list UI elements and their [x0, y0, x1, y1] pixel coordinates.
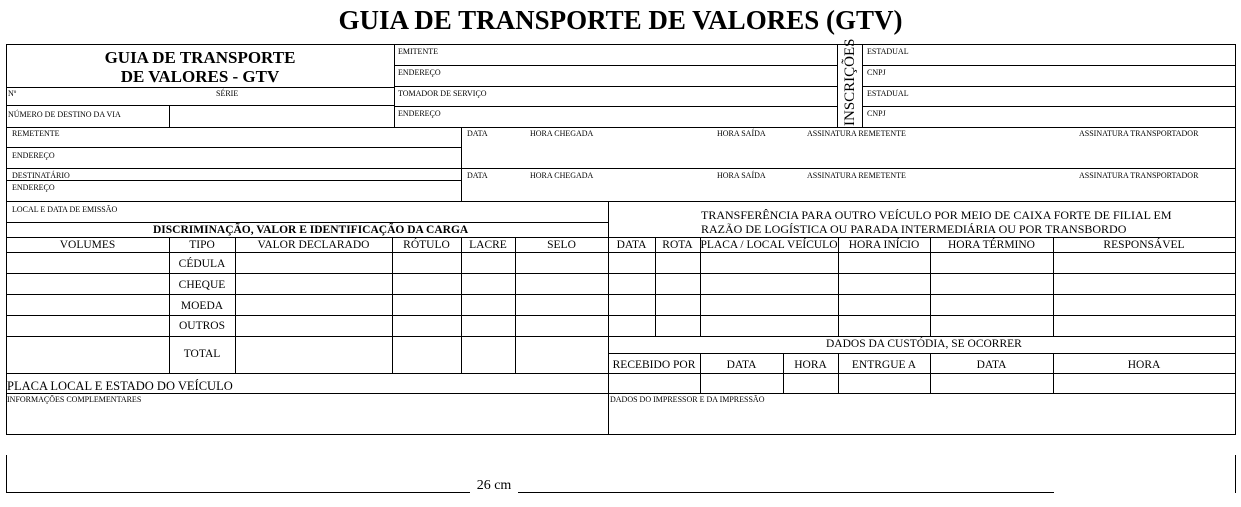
data2-field[interactable]: DATA [467, 171, 488, 180]
col-volumes: VOLUMES [59, 239, 116, 251]
cargo-section-title: DISCRIMINAÇÃO, VALOR E IDENTIFICAÇÃO DA CARGA [153, 224, 469, 236]
custody-title: DADOS DA CUSTÓDIA, SE OCORRER [826, 338, 1022, 350]
tipo-moeda: MOEDA [180, 300, 224, 312]
tipo-cheque: CHEQUE [178, 279, 226, 291]
numero-destino-field[interactable]: NÚMERO DE DESTINO DA VIA [8, 110, 121, 119]
endereco-destinatario-field[interactable]: ENDEREÇO [12, 183, 55, 192]
endereco-remetente-field[interactable]: ENDEREÇO [12, 151, 55, 160]
form-title-line2: DE VALORES - GTV [120, 67, 280, 86]
estadual2-field[interactable]: ESTADUAL [867, 89, 909, 98]
serie-field[interactable]: SÉRIE [216, 89, 239, 98]
hora-saida2-field[interactable]: HORA SAÍDA [717, 171, 766, 180]
estadual-field[interactable]: ESTADUAL [867, 47, 909, 56]
hora-saida-field[interactable]: HORA SAÍDA [717, 129, 766, 138]
destinatario-field[interactable]: DESTINATÁRIO [12, 171, 70, 180]
col-custody-hora: HORA [794, 359, 827, 371]
col-transfer-placa: PLACA / LOCAL VEÍCULO [700, 239, 838, 251]
tipo-total: TOTAL [183, 348, 221, 360]
data-field[interactable]: DATA [467, 129, 488, 138]
hora-chegada-field[interactable]: HORA CHEGADA [530, 129, 594, 138]
info-complementares-field[interactable]: INFORMAÇÕES COMPLEMENTARES [7, 395, 142, 404]
col-transfer-data: DATA [616, 239, 647, 251]
tipo-cedula: CÉDULA [178, 258, 226, 270]
col-transfer-hora-inicio: HORA INÍCIO [848, 239, 920, 251]
placa-veiculo-field[interactable]: PLACA LOCAL E ESTADO DO VEÍCULO [7, 379, 233, 393]
dados-impressor-field[interactable]: DADOS DO IMPRESSOR E DA IMPRESSÃO [610, 395, 765, 404]
remetente-field[interactable]: REMETENTE [12, 129, 60, 138]
tomador-field[interactable]: TOMADOR DE SERVIÇO [398, 89, 487, 98]
ruler [6, 455, 1236, 493]
hora-chegada2-field[interactable]: HORA CHEGADA [530, 171, 594, 180]
col-lacre: LACRE [469, 239, 507, 251]
col-custody-hora2: HORA [1127, 359, 1161, 371]
col-custody-entregue: ENTRGUE A [851, 359, 917, 371]
page-title: GUIA DE TRANSPORTE DE VALORES (GTV) [338, 5, 903, 35]
inscricoes-label: INSCRIÇÕES [842, 38, 858, 126]
col-selo: SELO [547, 239, 576, 251]
col-custody-data2: DATA [976, 359, 1007, 371]
local-data-emissao-field[interactable]: LOCAL E DATA DE EMISSÃO [12, 205, 118, 214]
assinatura-transportador-field[interactable]: ASSINATURA TRANSPORTADOR [1079, 129, 1199, 138]
assinatura-transportador2-field[interactable]: ASSINATURA TRANSPORTADOR [1079, 171, 1199, 180]
endereco-tomador-field[interactable]: ENDEREÇO [398, 109, 441, 118]
col-transfer-responsavel: RESPONSÁVEL [1103, 239, 1185, 251]
col-transfer-rota: ROTA [662, 239, 693, 251]
transfer-text-line1: TRANSFERÊNCIA PARA OUTRO VEÍCULO POR MEIO DE CAIXA FORTE DE FILIAL EM [701, 208, 1172, 222]
ruler-label: 26 cm [476, 478, 512, 493]
col-transfer-hora-termino: HORA TÉRMINO [947, 239, 1035, 251]
assinatura-remetente-field[interactable]: ASSINATURA REMETENTE [807, 129, 906, 138]
cnpj-field[interactable]: CNPJ [867, 68, 886, 77]
form-title-line1: GUIA DE TRANSPORTE [104, 48, 296, 67]
tipo-outros: OUTROS [178, 320, 225, 332]
assinatura-remetente2-field[interactable]: ASSINATURA REMETENTE [807, 171, 906, 180]
col-custody-recebido: RECEBIDO POR [612, 359, 696, 371]
numero-field[interactable]: Nº [8, 89, 17, 98]
col-rotulo: RÓTULO [403, 239, 450, 251]
endereco-emitente-field[interactable]: ENDEREÇO [398, 68, 441, 77]
col-valor-declarado: VALOR DECLARADO [257, 239, 370, 251]
cnpj2-field[interactable]: CNPJ [867, 109, 886, 118]
col-custody-data: DATA [726, 359, 757, 371]
col-tipo: TIPO [189, 239, 215, 251]
transfer-text-line2: RAZÃO DE LOGÍSTICA OU PARADA INTERMEDIÁRIA OU POR TRANSBORDO [701, 222, 1127, 236]
emitente-field[interactable]: EMITENTE [398, 47, 438, 56]
